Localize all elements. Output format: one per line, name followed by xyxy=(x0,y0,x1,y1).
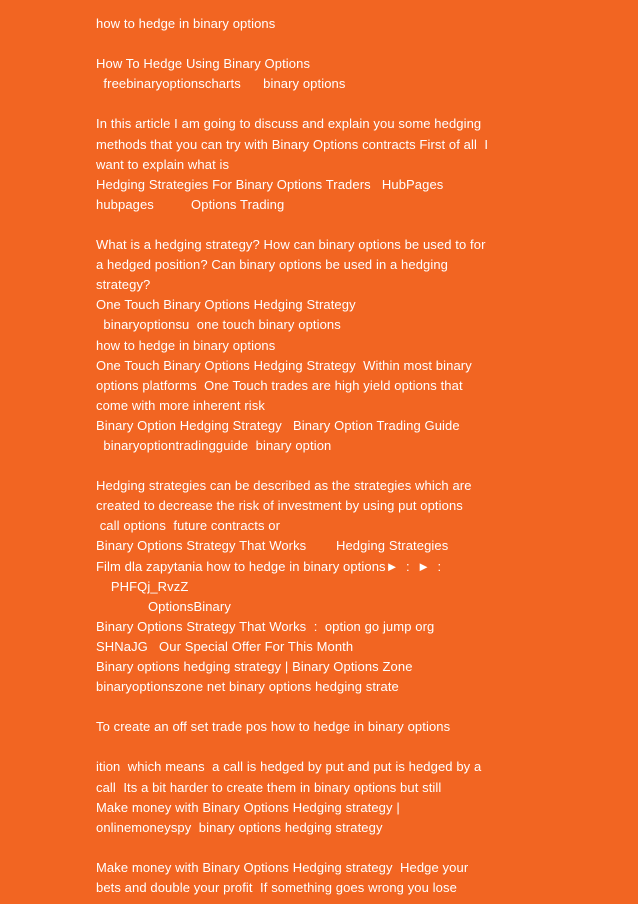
text-line: methods that you can try with Binary Options contracts First of all I xyxy=(96,136,489,152)
text-line: Film dla zapytania how to hedge in binary options► : ► : xyxy=(96,558,442,574)
blank-line xyxy=(96,697,616,717)
text-line: bets and double your profit If something goes wrong you lose xyxy=(96,880,457,896)
text-line: how to hedge in binary options xyxy=(96,337,276,353)
text-line: hubpages Options Trading xyxy=(96,196,285,212)
document-page xyxy=(96,14,616,898)
text-line: onlinemoneyspy binary options hedging strategy xyxy=(96,819,383,835)
text-line: Binary Option Hedging Strategy Binary Option Trading Guide xyxy=(96,417,460,433)
text-line: To create an off set trade pos how to hedge in binary options xyxy=(96,719,451,735)
text-line: Binary Options Strategy That Works : option go jump org xyxy=(96,618,435,634)
text-line: call options future contracts or xyxy=(96,518,281,534)
text-line: freebinaryoptionscharts binary options xyxy=(96,76,346,92)
text-line: One Touch Binary Options Hedging Strategy xyxy=(96,297,356,313)
text-line: Hedging Strategies For Binary Options Traders HubPages xyxy=(96,176,444,192)
blank-line xyxy=(96,456,616,476)
text-line: Hedging strategies can be described as the strategies which are xyxy=(96,478,472,494)
text-line: One Touch Binary Options Hedging Strategy Within most binary xyxy=(96,357,472,373)
text-line: want to explain what is xyxy=(96,156,230,172)
text-line: OptionsBinary xyxy=(96,598,231,614)
blank-line xyxy=(96,737,616,757)
blank-line xyxy=(96,838,616,858)
text-line: how to hedge in binary options xyxy=(96,16,276,31)
text-line: Binary Options Strategy That Works Hedging Strategies xyxy=(96,538,449,554)
text-line: SHNaJG Our Special Offer For This Month xyxy=(96,638,354,654)
text-line: options platforms One Touch trades are high yield options that xyxy=(96,377,463,393)
text-line: In this article I am going to discuss and explain you some hedging xyxy=(96,116,482,132)
text-line: Make money with Binary Options Hedging strategy Hedge your xyxy=(96,859,469,875)
text-line: binaryoptionsu one touch binary options xyxy=(96,317,341,333)
text-line: strategy? xyxy=(96,277,151,293)
text-line: ition which means a call is hedged by put and put is hedged by a xyxy=(96,759,482,775)
text-line: PHFQj_RvzZ xyxy=(96,578,189,594)
text-line: What is a hedging strategy? How can binary options be used to for xyxy=(96,237,486,253)
blank-line xyxy=(96,94,616,114)
text-line: created to decrease the risk of investment by using put options xyxy=(96,498,463,514)
text-line: Binary options hedging strategy | Binary Options Zone xyxy=(96,659,413,674)
text-line: Make money with Binary Options Hedging strategy | xyxy=(96,799,400,815)
text-line: come with more inherent risk xyxy=(96,397,265,413)
text-line: How To Hedge Using Binary Options xyxy=(96,56,311,72)
text-line: binaryoptionszone net binary options hedging strate xyxy=(96,679,399,695)
text-line: binaryoptiontradingguide binary option xyxy=(96,437,332,453)
text-line: call Its a bit harder to create them in binary options but still xyxy=(96,779,442,795)
blank-line xyxy=(96,34,616,54)
blank-line xyxy=(96,215,616,235)
text-line: a hedged position? Can binary options be used in a hedging xyxy=(96,257,449,273)
